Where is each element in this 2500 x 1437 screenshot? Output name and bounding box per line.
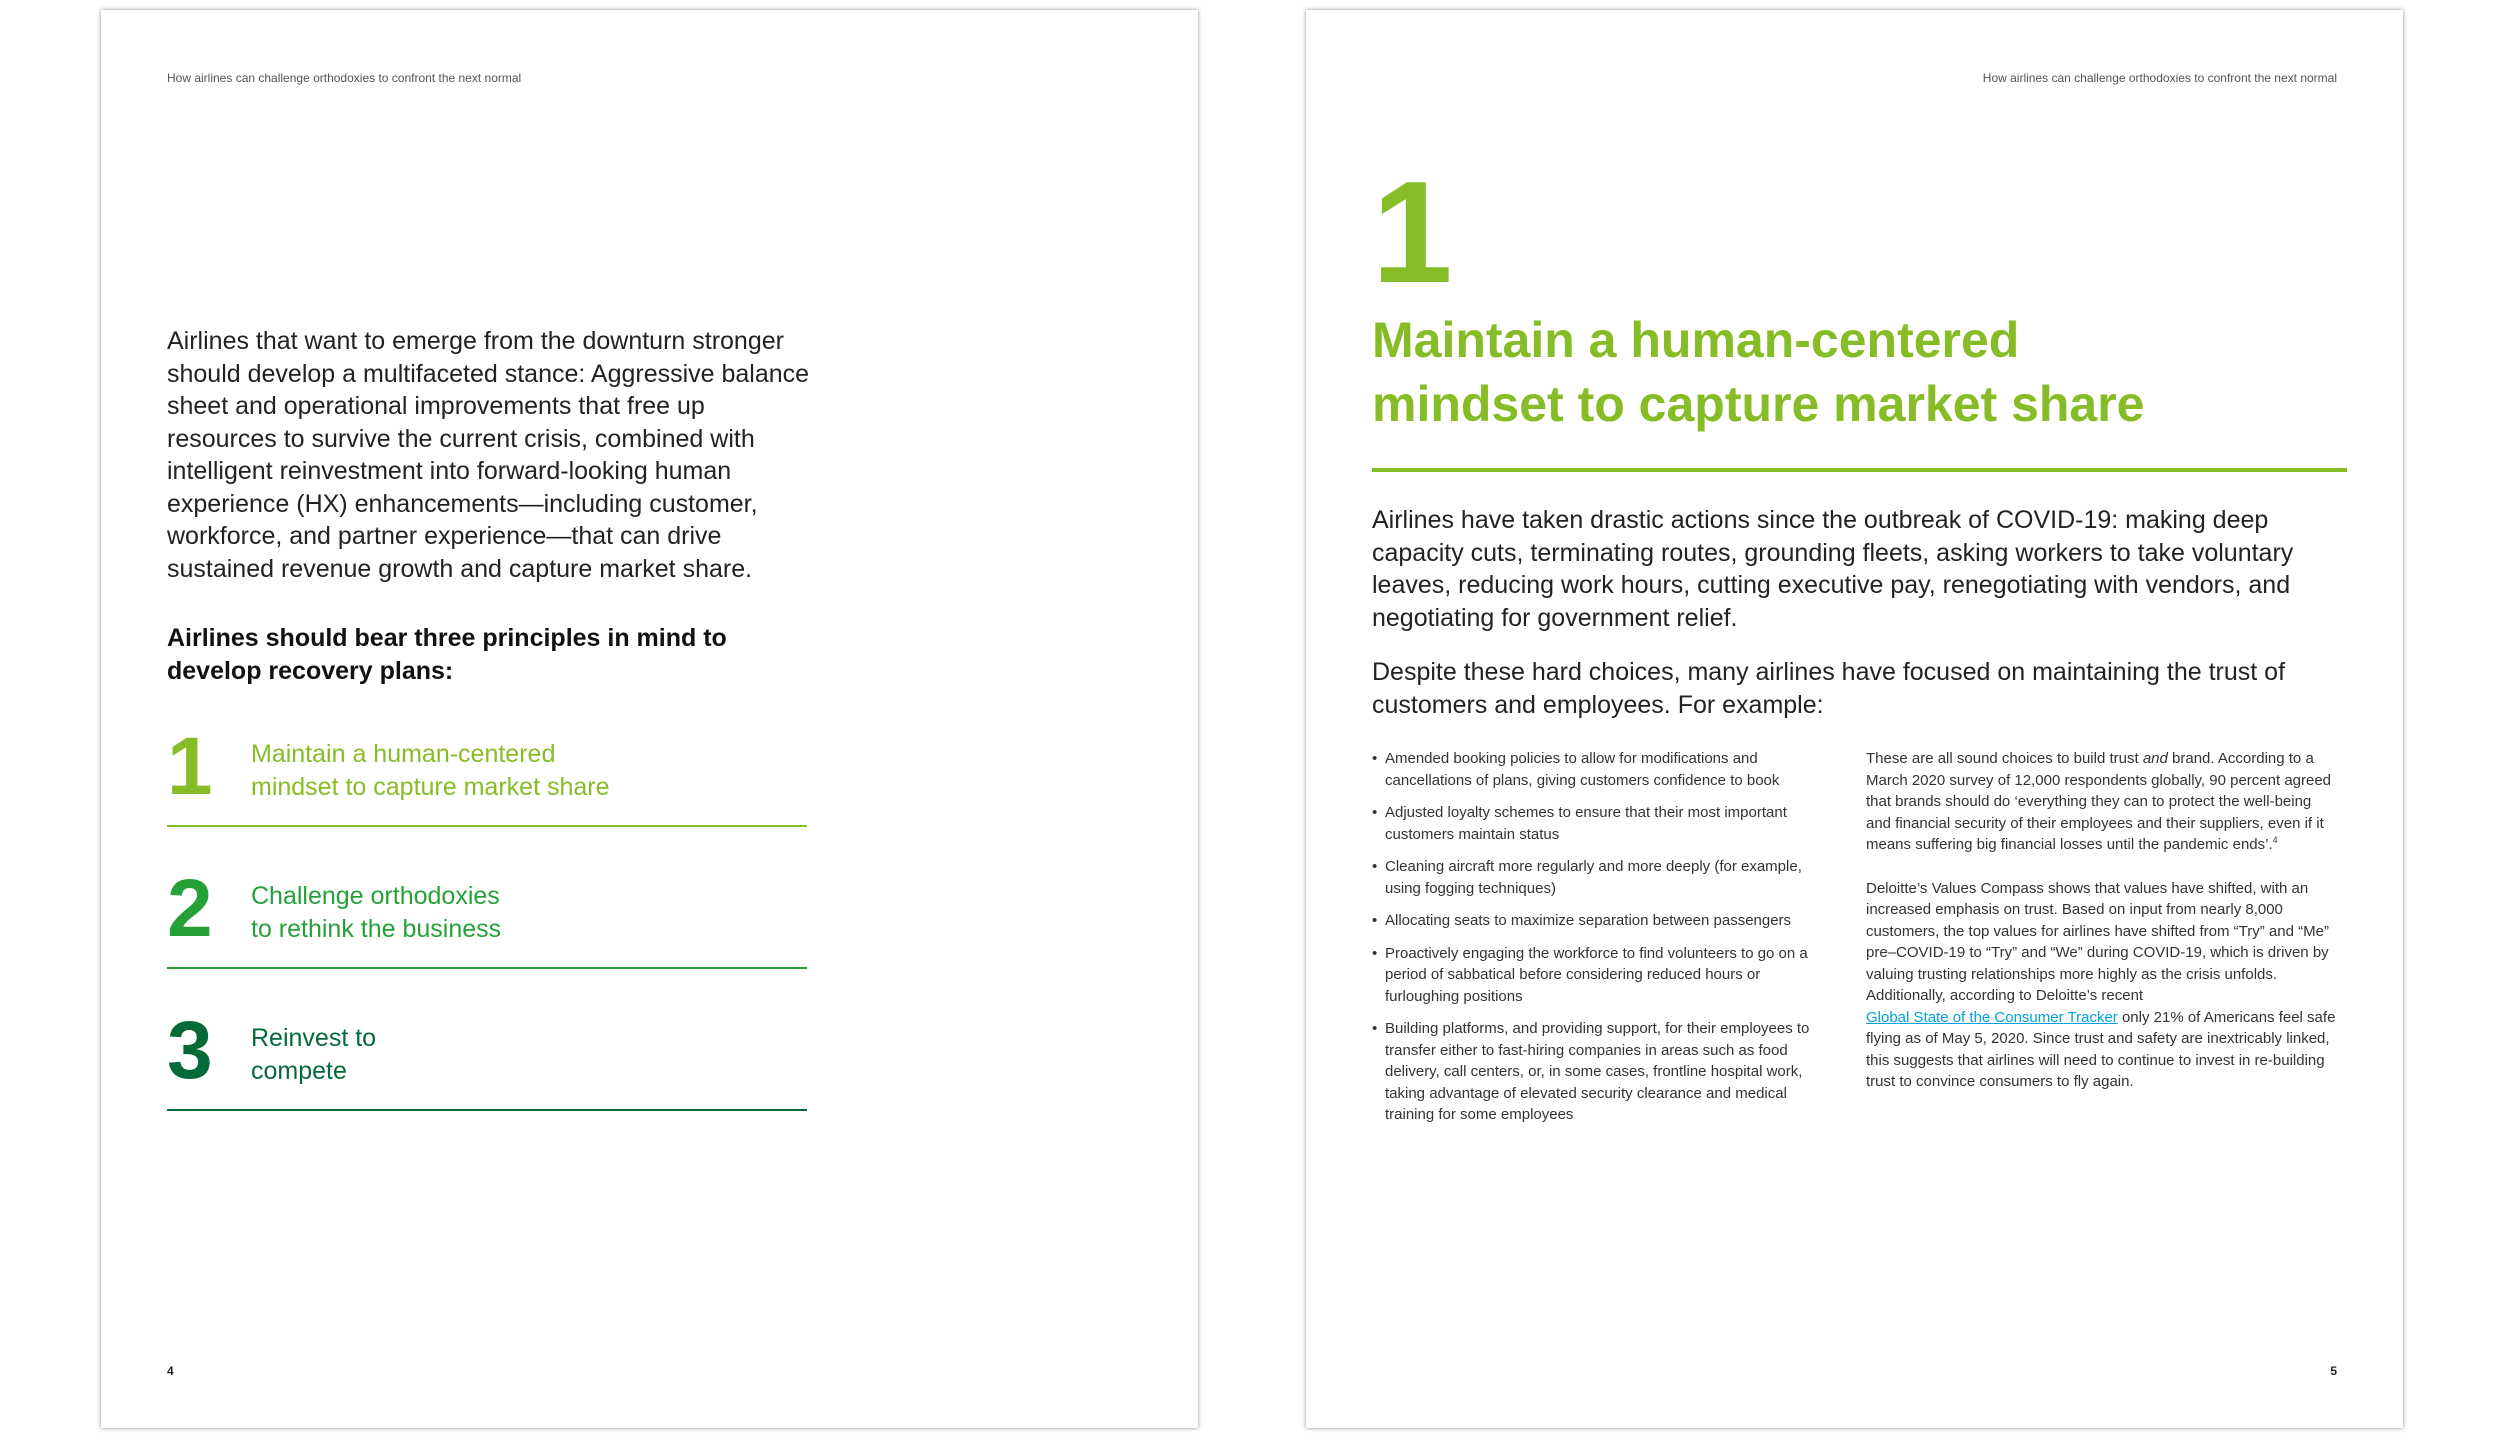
principle-number: 2 [167, 863, 213, 954]
right-page [1306, 10, 2403, 1428]
footnote-marker[interactable]: 4 [2272, 835, 2278, 845]
list-item-text: Building platforms, and providing support, for their employees to transfer either to fast-hiring companies in areas such as food delivery, call centers, or, in some cases, frontline hospital work, taking advantage of elevated security clearance and medical training for some employees [1385, 1020, 1810, 1123]
section-title [1372, 308, 2272, 436]
bullet-icon: • [1372, 912, 1378, 929]
section-title-line: mindset to capture market share [1372, 376, 2145, 432]
principle-text [251, 1022, 671, 1087]
running-header: How airlines can challenge orthodoxies to confront the next normal [1982, 71, 2337, 85]
body-text: brand. According to a March 2020 survey of 12,000 respondents globally, 90 percent agreed that brands should do ‘everything they can to protect the well-being and financial security of their employees and their suppliers, even if it means suffering big financial losses until the pandemic ends’. [1866, 750, 2332, 853]
principle-divider [167, 967, 807, 969]
list-item-text: Proactively engaging the workforce to find volunteers to go on a period of sabbatical before considering reduced hours or furloughing positions [1385, 944, 1808, 1005]
running-header: How airlines can challenge orthodoxies to confront the next normal [167, 71, 522, 85]
principle-item[interactable] [167, 1005, 807, 1120]
list-item-text: Adjusted loyalty schemes to ensure that their most important customers maintain status [1385, 804, 1787, 843]
bullet-icon: • [1372, 1020, 1378, 1037]
principle-divider [167, 825, 807, 827]
body-column [1866, 748, 2336, 1115]
principle-number: 3 [167, 1005, 213, 1096]
principle-text [251, 738, 671, 803]
bullet-icon: • [1372, 804, 1378, 821]
page-number: 4 [167, 1364, 174, 1378]
lead-paragraph: Despite these hard choices, many airlines have focused on maintaining the trust of customers and employees. For example: [1372, 658, 2286, 719]
principles-heading: Airlines should bear three principles in mind to develop recovery plans: [167, 624, 727, 685]
emphasis-text: and [2142, 750, 2168, 767]
principle-text-line: Challenge orthodoxies [251, 882, 500, 910]
bullet-list [1372, 748, 1832, 1137]
principle-divider [167, 1109, 807, 1111]
list-item [1372, 802, 1832, 845]
list-item [1372, 910, 1832, 932]
body-paragraph [1866, 878, 2336, 1093]
principle-text-line: Maintain a human-centered [251, 740, 556, 768]
bullet-icon: • [1372, 944, 1378, 962]
body-paragraph [1866, 748, 2336, 856]
list-item-text: Cleaning aircraft more regularly and more deeply (for example, using fogging techniques) [1385, 858, 1802, 897]
principle-text-line: Reinvest to [251, 1024, 377, 1052]
list-item [1372, 1018, 1832, 1126]
principle-text [251, 880, 671, 945]
consumer-tracker-link[interactable]: Global State of the Consumer Tracker [1866, 1008, 2118, 1026]
section-divider [1372, 468, 2347, 472]
intro-paragraph: Airlines that want to emerge from the downturn stronger should develop a multifaceted stance: Aggressive balance sheet and operational improvements that free up resources to survive the current crisis, combined with intelligent reinvestment into forward-looking human experience (HX) enhancements—including customer, workforce, and partner experience—that can drive sustained revenue growth and capture market share. [167, 327, 810, 583]
lead-paragraph: Airlines have taken drastic actions since the outbreak of COVID-19: making deep capacity cuts, terminating routes, grounding fleets, asking workers to take voluntary leaves, reducing work hours, cutting executive pay, renegotiating with vendors, and negotiating for government relief. [1372, 506, 2294, 632]
bullet-icon: • [1372, 750, 1378, 767]
body-text: These are all sound choices to build trust [1866, 750, 2143, 767]
principle-item[interactable] [167, 721, 807, 836]
page-number: 5 [2330, 1364, 2337, 1378]
principle-item[interactable] [167, 863, 807, 978]
list-item-text: Amended booking policies to allow for modifications and cancellations of plans, giving customers confidence to book [1385, 750, 1780, 789]
list-item [1372, 943, 1832, 1008]
principle-text-line: mindset to capture market share [251, 772, 610, 801]
left-page [101, 10, 1198, 1428]
principle-text-line: to rethink the business [251, 914, 502, 943]
principle-text-line: compete [251, 1056, 347, 1085]
section-title-line: Maintain a human-centered [1372, 312, 2020, 368]
section-number: 1 [1372, 151, 1453, 313]
list-item-text: Allocating seats to maximize separation between passengers [1385, 912, 1792, 929]
list-item [1372, 748, 1832, 791]
list-item [1372, 856, 1832, 899]
bullet-icon: • [1372, 858, 1378, 875]
body-text: only 21% of Americans feel safe flying as of May 5, 2020. Since trust and safety are inextricably linked, this suggests that airlines will need to continue to invest in re-building trust to convince consumers to fly again. [1866, 1008, 2336, 1090]
principle-number: 1 [167, 721, 213, 812]
body-text: Deloitte’s Values Compass shows that values have shifted, with an increased emphasis on trust. Based on input from nearly 8,000 customers, the top values for airlines have shifted from “Try” and “Me” pre–COVID-19 to “Try” and “We” during COVID-19, which is driven by valuing trusting relationships more highly as the crisis unfolds. Additionally, according to Deloitte’s recent [1866, 879, 2329, 1004]
